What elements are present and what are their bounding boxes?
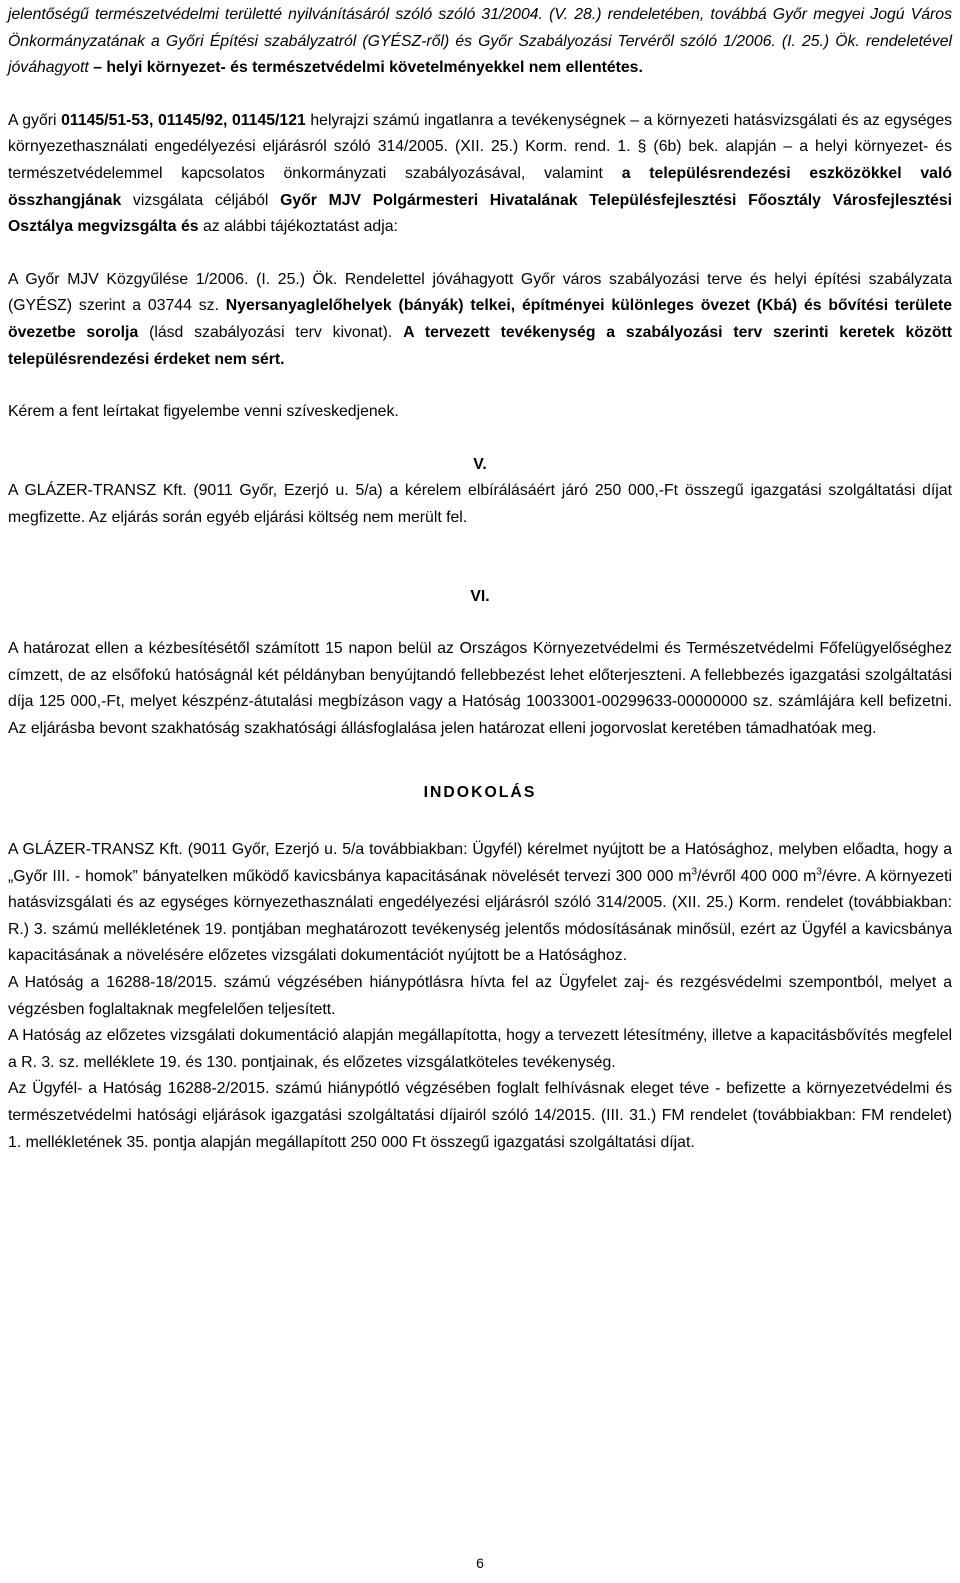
paragraph-deficiency: A Hatóság a 16288-18/2015. számú végzésében hiánypótlásra hívta fel az Ügyfelet zaj- és rezgésvédelmi szempontból, melyet a végzésben foglaltaknak megfelelően teljesített. [8,974,952,1018]
paragraph-fee: A GLÁZER-TRANSZ Kft. (9011 Győr, Ezerjó u. 5/a) a kérelem elbírálásáért járó 250 000,-Ft összegű igazgatási szolgáltatási díjat megfizette. Az eljárás során egyéb eljárási költség nem merült fel. [8,482,952,526]
paragraph-justification: A GLÁZER-TRANSZ Kft. (9011 Győr, Ezerjó u. 5/a továbbiakban: Ügyfél) kérelmet nyújtott be a Hatósághoz, melyben előadta, hogy a „Győr III. - homok” bányatelken működő kavicsbánya kapacitásának növelését tervezi 300 000 $m^3$/évről 400 000 $m^3$/évre. A környezeti hatásvizsgálati és az egységes környezethasználati engedélyezési eljárásról szóló 314/2005. (XII. 25.) Korm. rendelet (továbbiakban: R.) 3. számú mellékletének 19. pontjában meghatározott tevékenység jelentős módosításának minősül, ezért az Ügyfél a kavicsbánya kapacitásának a növelésére előzetes vizsgálati dokumentációt nyújtott be a Hatósághoz. [8,841,952,965]
section-heading-indokolas: INDOKOLÁS [423,784,537,802]
paragraph-review: A győri 01145/51-53, 01145/92, 01145/121 helyrajzi számú ingatlanra a tevékenységnek – a környezeti hatásvizsgálati és az egységes környezethasználati engedélyezési eljárásról szóló 314/2005. (XII. 25.) Korm. rend. 1. § (6b) bek. alapján – a helyi környezet- és természetvédelemmel kapcsolatos önkormányzati szabályozásával, valamint a településrendezési eszközökkel való összhangjának vizsgálata céljából Győr MJV Polgármesteri Hivatalának Településfejlesztési Főosztály Városfejlesztési Osztálya megvizsgálta és az alábbi tájékoztatást adja: [8,111,953,236]
paragraph-payment: Az Ügyfél- a Hatóság 16288-2/2015. számú hiánypótló végzésében foglalt felhívásnak eleget téve - befizette a környezetvédelmi és természetvédelmi hatósági eljárások igazgatási szolgáltatási díjairól szóló 14/2015. (III. 31.) FM rendelet (továbbiakban: FM rendelet) 1. mellékletének 35. pontja alapján megállapított 250 000 Ft összegű igazgatási szolgáltatási díjat. [8,1080,952,1151]
paragraph-finding: A Hatóság az előzetes vizsgálati dokumentáció alapján megállapította, hogy a tervezett létesítmény, illetve a kapacitásbővítés megfelel a R. 3. sz. melléklete 19. és 130. pontjainak, és előzetes vizsgálatköteles tevékenység. [8,1027,952,1071]
page-number: 6 [476,1555,484,1571]
bold-text: – helyi környezet- és természetvédelmi követelményekkel nem ellentétes. [93,59,643,77]
paragraph-request: Kérem a fent leírtakat figyelembe venni szíveskedjenek. [8,403,399,421]
paragraph-intro [8,2,952,82]
italic-text: jelentőségű természetvédelmi területté nyilvánításáról szóló szóló 31/2004. (V. 28.) rendeletében, továbbá Győr megyei Jogú Város Önkormányzatának a Győri Építési szabályzatról (GYÉSZ-ről) és Győr Szabályozási Tervéről szóló 1/2006. (I. 25.) Ök. rendeletével jóváhagyott [8,6,952,77]
section-heading-vi: VI. [470,587,490,605]
paragraph-appeal: A határozat ellen a kézbesítésétől számított 15 napon belül az Országos Környezetvédelmi és Természetvédelmi Főfelügyelőséghez címzett, de az elsőfokú hatóságnál két példányban benyújtandó fellebbezést lehet előterjeszteni. A fellebbezés igazgatási szolgáltatási díja 125 000,-Ft, melyet készpénz-átutalási megbízáson vagy a Hatóság 10033001-00299633-00000000 sz. számlájára kell befizetni. Az eljárásba bevont szakhatóság szakhatósági állásfoglalása jelen határozat elleni jogorvoslat keretében támadhatóak meg. [8,640,952,737]
section-heading-v: V. [473,455,487,473]
paragraph-zoning: A Győr MJV Közgyűlése 1/2006. (I. 25.) Ök. Rendelettel jóváhagyott Győr város szabályozási terve és helyi építési szabályzata (GYÉSZ) szerint a 03744 sz. Nyersanyaglelőhelyek (bányák) telkei, építményei különleges övezet (Kbá) és bővítési területe övezetbe sorolja (lásd szabályozási terv kivonat). A tervezett tevékenység a szabályozási terv szerinti keretek között településrendezési érdeket nem sért. [8,270,952,368]
